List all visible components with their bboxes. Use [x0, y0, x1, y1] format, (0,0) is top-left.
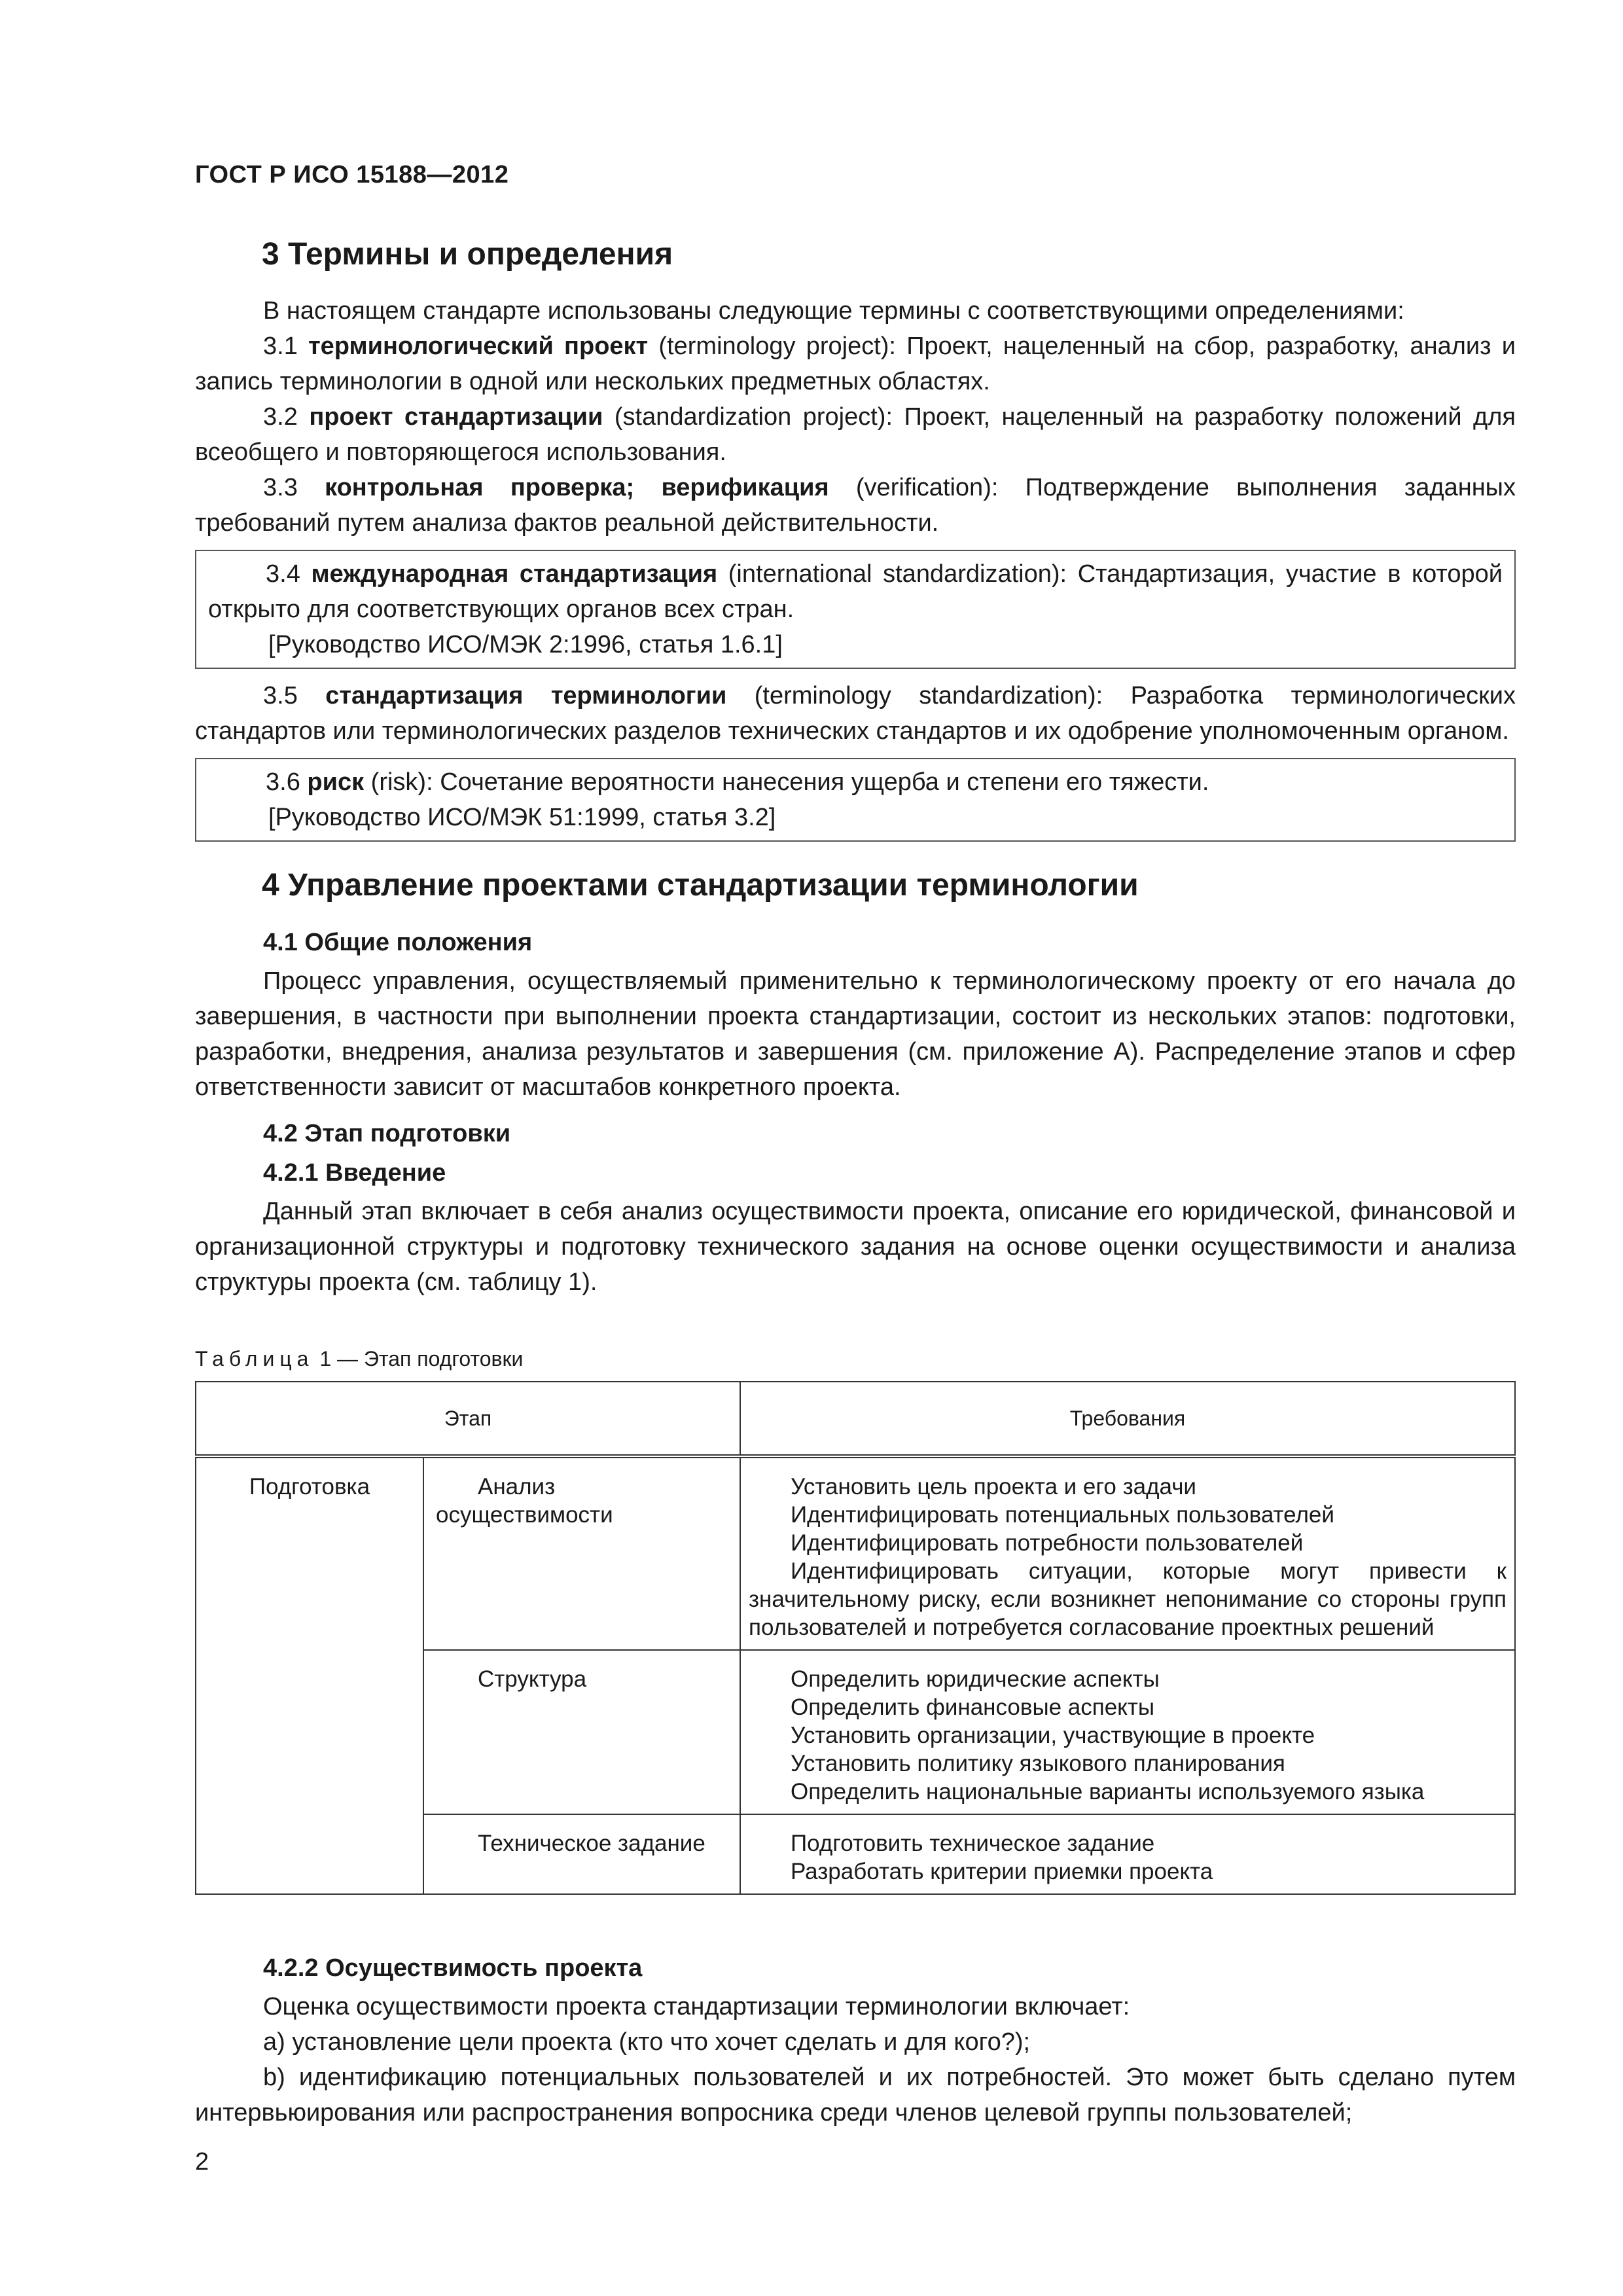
section-4-title: 4 Управление проектами стандартизации терминологии — [262, 868, 1139, 903]
list-item-a: a) установление цели проекта (кто что хочет сделать и для кого?); — [263, 2028, 1031, 2056]
document-body — [195, 233, 1516, 2130]
term-definition: (terminology project): Проект, нацеленный на сбор, разработку, анализ и запись терминологии в одной или нескольких предметных областях. — [195, 332, 1516, 395]
requirement-item: Установить политику языкового планирования — [791, 1751, 1285, 1776]
substage-label: Анализ осуществимости — [436, 1474, 613, 1528]
table-cell-stage-empty — [196, 1814, 423, 1894]
requirement-item: Установить организации, участвующие в проекте — [791, 1723, 1315, 1748]
table-cell-substage — [423, 1650, 740, 1814]
term-3-4 — [208, 556, 1503, 627]
section-4-2-1-title: 4.2.1 Введение — [263, 1159, 446, 1187]
table-cell-requirements — [740, 1456, 1515, 1650]
term-3-3 — [195, 470, 1516, 541]
requirement-item: Идентифицировать ситуации, которые могут привести к значительному риску, если возникнет непонимание со стороны групп пользователей и потребуется согласование проектных решений — [749, 1558, 1507, 1640]
table-cell-substage — [423, 1814, 740, 1894]
table-1 — [195, 1381, 1516, 1895]
table-row — [196, 1456, 1515, 1650]
term-number: 3.5 — [263, 682, 326, 709]
substage-label: Структура — [478, 1666, 587, 1692]
term-number: 3.2 — [263, 403, 310, 431]
requirement-item: Определить юридические аспекты — [791, 1666, 1160, 1692]
term-definition: (verification): Подтверждение выполнения заданных требований путем анализа фактов реальной действительности. — [195, 474, 1516, 537]
requirement-item: Идентифицировать потенциальных пользователей — [791, 1502, 1334, 1528]
requirement-item: Идентифицировать потребности пользователей — [791, 1530, 1304, 1556]
term-name: терминологический проект — [308, 332, 649, 360]
requirement-item: Определить финансовые аспекты — [791, 1695, 1155, 1720]
term-definition: (terminology standardization): Разработка терминологических стандартов или терминологических разделов технических стандартов и их одобрение уполномоченным органом. — [195, 682, 1516, 745]
term-name: проект стандартизации — [309, 403, 603, 431]
section-3-title: 3 Термины и определения — [262, 237, 673, 272]
term-name: международная стандартизация — [311, 560, 718, 588]
table-cell-stage-empty — [196, 1650, 423, 1814]
term-number: 3.3 — [263, 474, 325, 501]
table-header-requirements: Требования — [740, 1382, 1515, 1456]
table-1-caption — [195, 1346, 1516, 1372]
term-3-4-box — [195, 550, 1516, 669]
requirement-item: Подготовить техническое задание — [791, 1831, 1155, 1856]
term-3-4-source: [Руководство ИСО/МЭК 2:1996, статья 1.6.1] — [268, 631, 783, 658]
term-number: 3.6 — [266, 768, 308, 796]
term-name: контрольная проверка; верификация — [325, 474, 829, 501]
table-row — [196, 1650, 1515, 1814]
table-cell-requirements — [740, 1650, 1515, 1814]
term-3-6 — [208, 764, 1503, 800]
term-definition: (standardization project): Проект, нацеленный на разработку положений для всеобщего и повторяющегося использования. — [195, 403, 1516, 466]
table-caption-title: 1 — Этап подготовки — [313, 1347, 524, 1371]
requirement-item: Установить цель проекта и его задачи — [791, 1474, 1196, 1499]
term-name: стандартизация терминологии — [325, 682, 727, 709]
table-header-stage: Этап — [196, 1382, 740, 1456]
section-4-2-1-text: Данный этап включает в себя анализ осуществимости проекта, описание его юридической, финансовой и организационной структуры и подготовку технического задания на основе оценки осуществимости и анализа структуры проекта (см. таблицу 1). — [195, 1198, 1516, 1296]
term-3-6-source: [Руководство ИСО/МЭК 51:1999, статья 3.2] — [268, 804, 776, 831]
term-number: 3.1 — [263, 332, 309, 360]
term-name: риск — [307, 768, 365, 796]
section-4-2-2-title: 4.2.2 Осуществимость проекта — [263, 1954, 643, 1982]
section-4-2-title: 4.2 Этап подготовки — [263, 1120, 511, 1147]
table-header-row — [196, 1382, 1515, 1456]
document-code: ГОСТ Р ИСО 15188—2012 — [195, 161, 509, 188]
requirement-item: Определить национальные варианты используемого языка — [791, 1779, 1425, 1804]
table-row — [196, 1814, 1515, 1894]
term-definition: (international standardization): Стандартизация, участие в которой открыто для соответствующих органов всех стран. — [208, 560, 1503, 623]
substage-label: Техническое задание — [478, 1831, 705, 1856]
table-caption-label: Таблица — [195, 1347, 314, 1371]
section-4-1-text: Процесс управления, осуществляемый применительно к терминологическому проекту от его начала до завершения, в частности при выполнении проекта стандартизации, состоит из нескольких этапов: подготовки, разработки, внедрения, анализа результатов и завершения (см. приложение А). Распределение этапов и сфер ответственности зависит от масштабов конкретного проекта. — [195, 967, 1516, 1101]
term-3-2 — [195, 399, 1516, 470]
list-item-b: b) идентификацию потенциальных пользователей и их потребностей. Это может быть сделано путем интервьюирования или распространения вопросника среди членов целевой группы пользователей; — [195, 2064, 1516, 2126]
table-cell-stage: Подготовка — [196, 1456, 423, 1650]
section-3-intro: В настоящем стандарте использованы следующие термины с соответствующими определениями: — [263, 297, 1404, 325]
table-cell-substage — [423, 1456, 740, 1650]
term-3-5 — [195, 678, 1516, 749]
term-number: 3.4 — [266, 560, 312, 588]
section-4-2-2-intro: Оценка осуществимости проекта стандартизации терминологии включает: — [263, 1993, 1130, 2020]
page-number: 2 — [195, 2148, 209, 2176]
table-cell-requirements — [740, 1814, 1515, 1894]
section-4-1-title: 4.1 Общие положения — [263, 929, 533, 956]
requirement-item: Разработать критерии приемки проекта — [791, 1859, 1213, 1884]
term-3-6-box — [195, 758, 1516, 842]
term-3-1 — [195, 329, 1516, 399]
term-definition: (risk): Сочетание вероятности нанесения ущерба и степени его тяжести. — [364, 768, 1209, 796]
